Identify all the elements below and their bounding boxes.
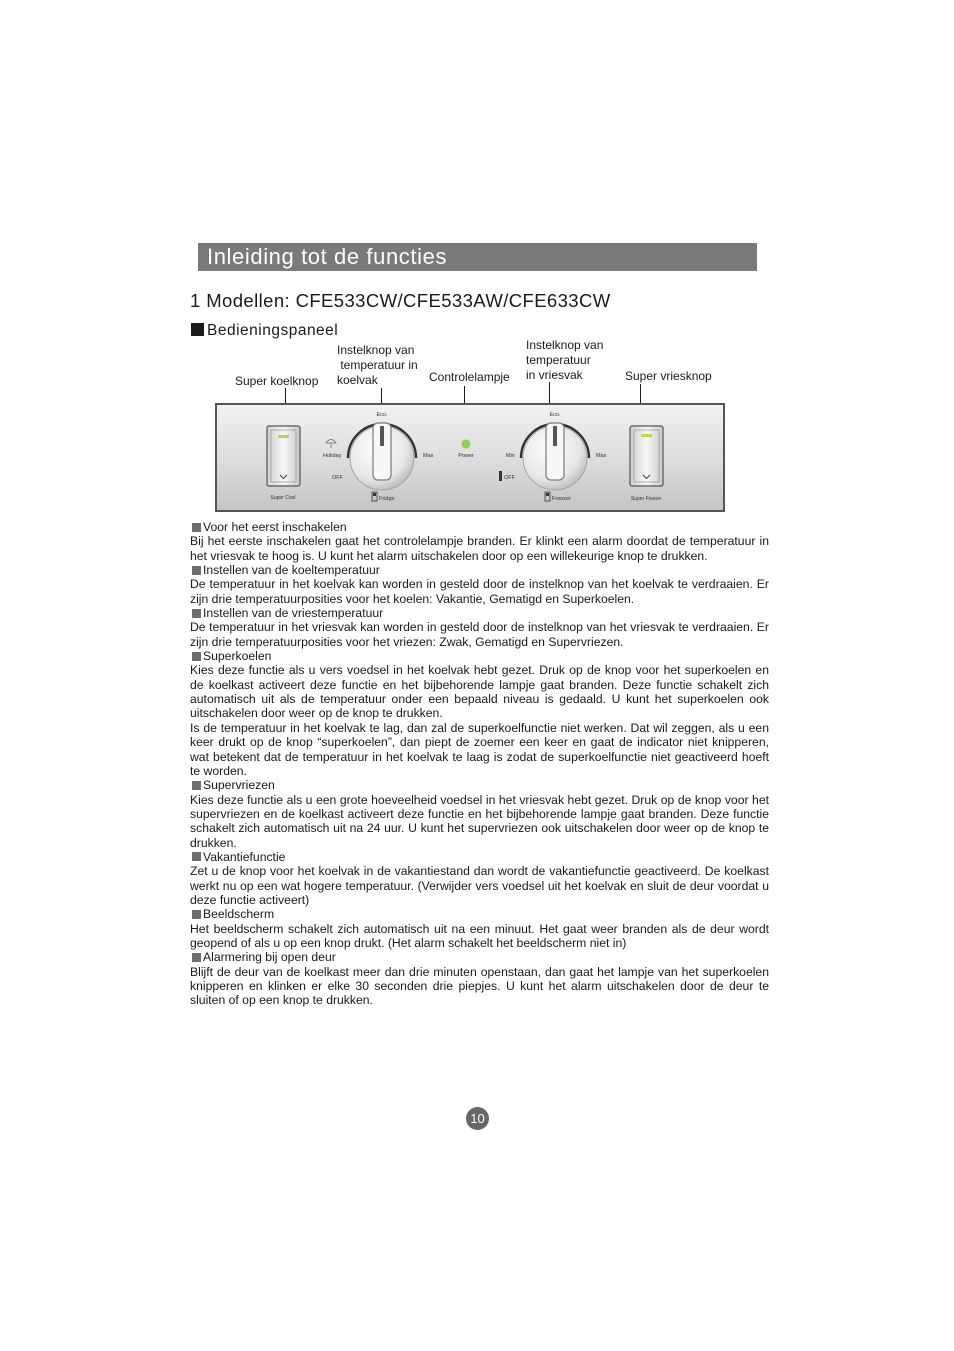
section-heading: Superkoelen [190,649,769,663]
section-paragraph: Kies deze functie als u een grote hoeveelheid voedsel in het vriesvak hebt gezet. Druk op de knop voor het supervriezen en de koelkast activeert deze functie en het bijbehorende lampje gaat branden. Deze functie schakelt zich automatisch uit na 24 uur. U kunt het supervriezen ook uitschakelen door weer op de knop te drukken. [190,792,769,850]
callout-indicator: Controlelampje [429,370,510,384]
super-freeze-led [641,434,652,437]
section-heading: Vakantiefunctie [190,850,769,864]
section-paragraph: Bij het eerste inschakelen gaat het controlelampje branden. Er klinkt een alarm doordat de temperatuur in het vriesvak te hoog is. U kunt het alarm uitschakelen door op een willekeurige knop te drukken. [190,534,769,563]
section-heading: Voor het eerst inschakelen [190,520,769,534]
super-cool-led [278,435,289,438]
section-header-bar [198,243,757,271]
callout-super-freeze: Super vriesknop [625,369,712,383]
callout-freezer-knob: Instelknop van temperatuur in vriesvak [526,338,604,382]
square-bullet-icon [192,781,201,790]
square-bullet-icon [192,652,201,661]
square-bullet-icon [192,852,201,861]
section-paragraph: Zet u de knop voor het koelvak in de vakantiestand dan wordt de vakantiefunctie geactiveerd. De koelkast werkt nu op een wat hogere temperatuur. (Verwijder vers voedsel uit het koelvak en sluit de deur voordat u deze functie activeert) [190,864,769,907]
fridge-max-label: Max [423,453,434,459]
section-heading: Supervriezen [190,778,769,792]
section-paragraph: De temperatuur in het vriesvak kan worden in gesteld door de instelknop van het vriesvak te verdraaien. Er zijn drie temperatuurposities voor het vriezen: Zwak, Gematigd en Supervriezen. [190,620,769,649]
power-label: Power [458,453,474,459]
square-bullet-icon [192,566,201,575]
freezer-knob[interactable] [521,423,589,490]
panel-heading [191,322,338,340]
section-paragraph: Is de temperatuur in het koelvak te lag, dan zal de superkoelfunctie niet werken. Dat wil zeggen, als u een keer drukt op de knop “superkoelen”, dan piept de zoemer een keer en gaat de indicator niet knipperen, wat betekent dat de temperatuur in het koelvak te laag is zodat de superkoelfunctie niet geactiveerd hoeft te worden. [190,720,769,778]
square-bullet-icon [192,953,201,962]
fridge-off-label: OFF [332,475,343,481]
control-panel-illustration [215,403,725,513]
freezer-max-label: Max [596,453,607,459]
freezer-label: Freezer [552,496,571,502]
section-paragraph: Het beeldscherm schakelt zich automatisch uit na een minuut. Het gaat weer branden als de deur wordt geopend of als u op een knop drukt. (Het alarm schakelt het beeldscherm niet in) [190,921,769,950]
freezer-min-label: Min [506,453,515,459]
freezer-knob-pointer [553,426,557,446]
super-cool-button[interactable] [267,426,300,486]
fridge-eco-label: Eco. [376,412,388,418]
freezer-eco-label: Eco. [549,412,561,418]
fridge-knob-pointer [380,426,384,446]
super-freeze-label: Super Freeze [630,496,662,502]
panel-heading-text: Bedieningspaneel [207,322,339,339]
super-freeze-button[interactable] [630,426,663,486]
section-heading: Beeldscherm [190,907,769,921]
section-title: Inleiding tot de functies [207,244,448,269]
callout-super-cool: Super koelknop [235,374,319,388]
square-bullet-icon [191,323,204,336]
fridge-holiday-label: Holiday [323,453,342,459]
section-paragraph: Kies deze functie als u vers voedsel in het koelvak hebt gezet. Druk op de knop voor het superkoelen en de koelkast activeert deze functie en het bijbehorende lampje gaat branden. Deze functie schakelt zich automatisch uit als de temperatuur onder een bepaald niveau is gedaald. U kunt het superkoelen ook uitschakelen door weer op de knop te drukken. [190,663,769,721]
section-heading: Instellen van de vriestemperatuur [190,606,769,620]
section-heading: Instellen van de koeltemperatuur [190,563,769,577]
square-bullet-icon [192,609,201,618]
model-title: 1 Modellen: CFE533CW/CFE533AW/CFE633CW [190,290,611,311]
power-indicator-led [462,440,471,449]
square-bullet-icon [192,523,201,532]
super-cool-label: Super Cool [270,495,296,501]
fridge-knob[interactable] [348,423,416,490]
square-bullet-icon [192,910,201,919]
section-heading: Alarmering bij open deur [190,950,769,964]
fridge-label: Fridge [379,496,395,502]
callout-fridge-knob: Instelknop van temperatuur in koelvak [337,343,418,387]
page-number-badge: 10 [466,1107,489,1130]
freezer-off-marker [499,471,502,481]
section-paragraph: De temperatuur in het koelvak kan worden in gesteld door de instelknop van het koelvak te verdraaien. Er zijn drie temperatuurposities voor het koelen: Vakantie, Gematigd en Superkoelen. [190,577,769,606]
section-paragraph: Blijft de deur van de koelkast meer dan drie minuten openstaan, dan gaat het lampje van het superkoelen knipperen en klinken er elke 30 seconden drie piepjes. U kunt het alarm uitschakelen door de deur te sluiten of op een knop te drukken. [190,964,769,1008]
instructions-content [190,520,769,1008]
freezer-off-label: OFF [504,475,515,481]
